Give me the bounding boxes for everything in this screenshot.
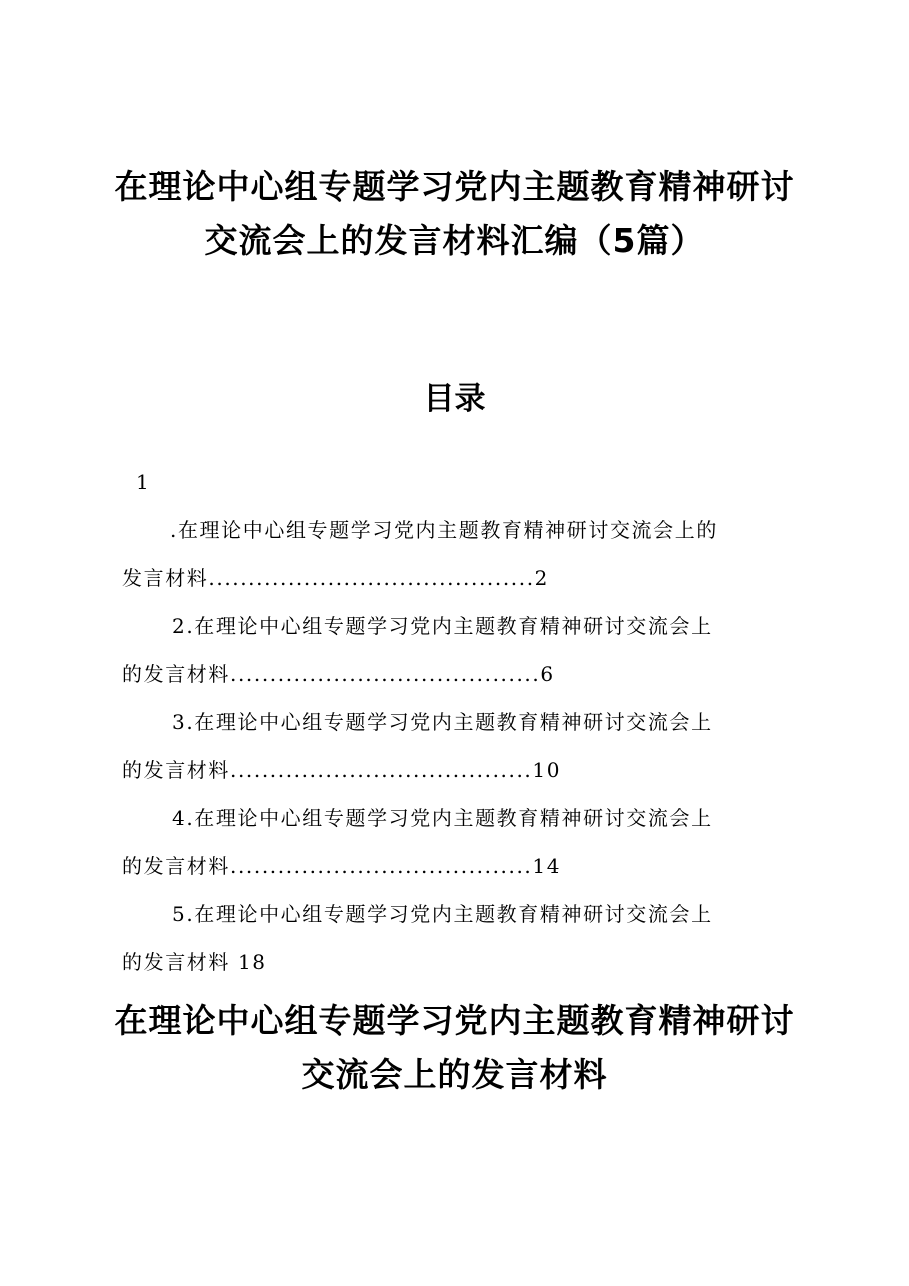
toc-entry-2-line-2[interactable]: 的发言材料.......................................6 <box>122 662 555 686</box>
toc-entry-3-line-1[interactable]: 3.在理论中心组专题学习党内主题教育精神研讨交流会上 <box>172 710 713 734</box>
toc-entry-1-line-1[interactable]: .在理论中心组专题学习党内主题教育精神研讨交流会上的 <box>170 518 718 542</box>
section-title-line-2: 交流会上的发言材料 <box>301 1055 608 1094</box>
main-title-line-2: 交流会上的发言材料汇编（5篇） <box>204 221 705 260</box>
toc-heading: 目录 <box>423 381 486 417</box>
toc-entry-4-line-2[interactable]: 的发言材料......................................14 <box>122 854 562 878</box>
toc-entry-3-line-2[interactable]: 的发言材料......................................10 <box>122 758 562 782</box>
main-title-line-1: 在理论中心组专题学习党内主题教育精神研讨 <box>114 167 795 206</box>
section-title <box>100 994 809 1102</box>
toc-entry-5-line-1[interactable]: 5.在理论中心组专题学习党内主题教育精神研讨交流会上 <box>172 902 713 926</box>
toc-entry-5-line-2[interactable]: 的发言材料 18 <box>122 950 267 974</box>
toc-entry-4-line-1[interactable]: 4.在理论中心组专题学习党内主题教育精神研讨交流会上 <box>172 806 713 830</box>
section-title-line-1: 在理论中心组专题学习党内主题教育精神研讨 <box>114 1001 795 1040</box>
main-title <box>100 160 809 268</box>
toc-entry-2-line-1[interactable]: 2.在理论中心组专题学习党内主题教育精神研讨交流会上 <box>172 614 713 638</box>
toc-number-first: 1 <box>136 470 151 494</box>
toc-entry-1-line-2[interactable]: 发言材料.........................................2 <box>122 566 549 590</box>
